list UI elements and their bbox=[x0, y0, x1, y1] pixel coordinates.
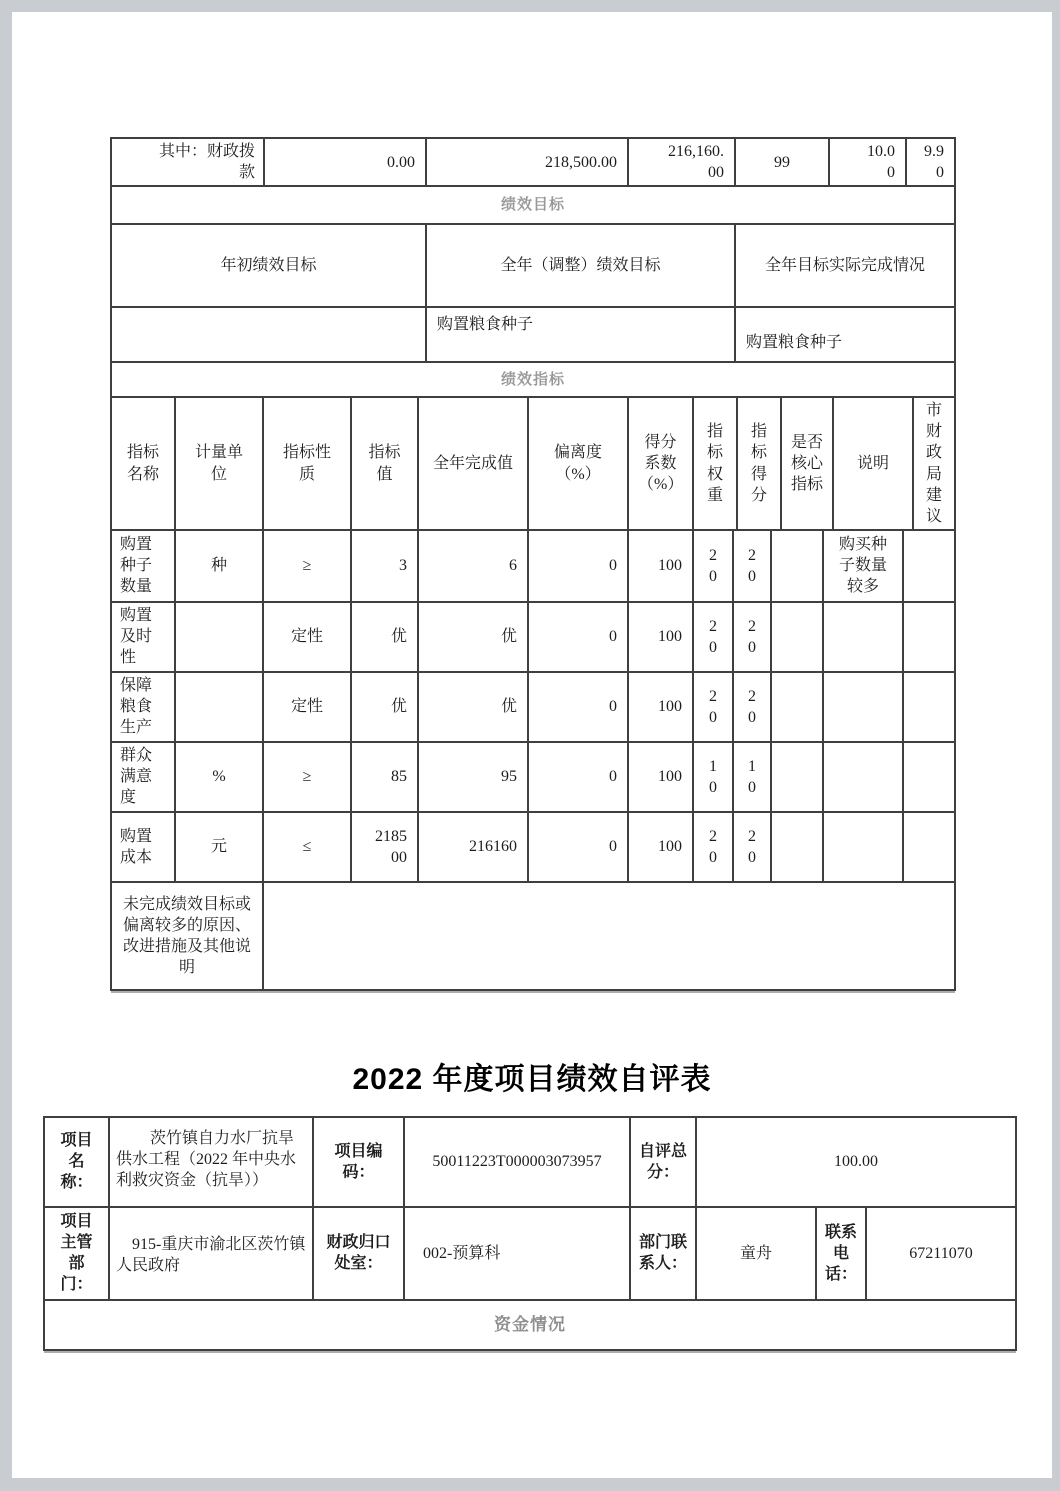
funding-band-row bbox=[45, 1299, 1015, 1349]
col-core-indicator: 是否核心指标 bbox=[780, 398, 832, 529]
goal-value-actual: 购置粮食种子 bbox=[734, 308, 954, 361]
col-score: 指标得分 bbox=[736, 398, 780, 529]
indicator-name: 购置及时性 bbox=[120, 607, 153, 667]
indicator-unit: % bbox=[174, 743, 262, 811]
funding-band: 资金情况 bbox=[494, 1314, 566, 1334]
indicator-note bbox=[822, 813, 902, 881]
indicator-score: 20 bbox=[732, 673, 770, 741]
indicator-score-coef: 100 bbox=[627, 743, 692, 811]
goal-header-initial: 年初绩效目标 bbox=[220, 257, 317, 275]
indicator-suggestion bbox=[902, 673, 954, 741]
indicator-target: 85 bbox=[350, 743, 417, 811]
carryover-score: 9.90 bbox=[905, 139, 954, 185]
indicator-row bbox=[112, 601, 954, 671]
indicator-nature: 定性 bbox=[262, 603, 350, 671]
project-dept-row bbox=[45, 1206, 1015, 1299]
col-target-value: 指标值 bbox=[350, 398, 417, 529]
performance-indicator-band-row bbox=[112, 361, 954, 396]
carryover-budget: 218,500.00 bbox=[425, 139, 627, 185]
col-deviation: 偏离度（%） bbox=[527, 398, 627, 529]
indicator-name: 保障粮食生产 bbox=[120, 677, 153, 737]
col-score-coef: 得分系数（%） bbox=[627, 398, 692, 529]
indicator-suggestion bbox=[902, 603, 954, 671]
goal-value-initial bbox=[112, 308, 425, 361]
indicator-deviation: 0 bbox=[527, 813, 627, 881]
indicator-note: 购买种子数量较多 bbox=[822, 531, 902, 601]
indicator-weight: 10 bbox=[692, 743, 732, 811]
indicator-note bbox=[822, 673, 902, 741]
indicator-score: 10 bbox=[732, 743, 770, 811]
indicator-deviation: 0 bbox=[527, 743, 627, 811]
indicator-name: 购置成本 bbox=[120, 827, 153, 866]
phone-label: 联系电话： bbox=[815, 1208, 865, 1299]
performance-indicator-band: 绩效指标 bbox=[500, 370, 565, 388]
indicator-core bbox=[770, 673, 822, 741]
indicator-deviation: 0 bbox=[527, 603, 627, 671]
performance-goal-band-row bbox=[112, 185, 954, 223]
indicator-unit bbox=[174, 603, 262, 671]
project-info-table bbox=[43, 1116, 1017, 1351]
indicator-actual: 6 bbox=[417, 531, 527, 601]
carryover-weight: 10.00 bbox=[828, 139, 905, 185]
indicator-core bbox=[770, 813, 822, 881]
indicator-actual: 优 bbox=[417, 603, 527, 671]
performance-goal-band: 绩效目标 bbox=[500, 196, 565, 214]
unfinished-goal-label: 未完成绩效目标或偏离较多的原因、改进措施及其他说明 bbox=[122, 895, 251, 976]
finance-office-value: 002-预算科 bbox=[403, 1208, 629, 1299]
indicator-score-coef: 100 bbox=[627, 531, 692, 601]
indicator-score: 20 bbox=[732, 603, 770, 671]
indicator-score-coef: 100 bbox=[627, 813, 692, 881]
unfinished-goal-value bbox=[262, 883, 954, 989]
indicator-target: 优 bbox=[350, 673, 417, 741]
indicator-deviation: 0 bbox=[527, 531, 627, 601]
goal-value-adjusted: 购置粮食种子 bbox=[425, 308, 734, 361]
indicator-suggestion bbox=[902, 531, 954, 601]
indicator-row bbox=[112, 671, 954, 741]
indicator-weight: 20 bbox=[692, 673, 732, 741]
carryover-spent: 216,160.00 bbox=[627, 139, 734, 185]
col-actual-value: 全年完成值 bbox=[417, 398, 527, 529]
indicator-suggestion bbox=[902, 813, 954, 881]
indicator-actual: 95 bbox=[417, 743, 527, 811]
indicator-row bbox=[112, 741, 954, 811]
indicator-nature: ≤ bbox=[262, 813, 350, 881]
project-code-value: 50011223T000003073957 bbox=[403, 1118, 629, 1206]
indicator-score-coef: 100 bbox=[627, 603, 692, 671]
self-score-label: 自评总分： bbox=[629, 1118, 695, 1206]
dept-value: 915-重庆市渝北区茨竹镇人民政府 bbox=[108, 1208, 312, 1299]
carryover-paid: 0.00 bbox=[263, 139, 425, 185]
indicator-core bbox=[770, 603, 822, 671]
unfinished-goal-row bbox=[112, 881, 954, 989]
col-nature: 指标性质 bbox=[262, 398, 350, 529]
indicator-nature: 定性 bbox=[262, 673, 350, 741]
goal-header-row bbox=[112, 223, 954, 306]
finance-office-label: 财政归口处室： bbox=[312, 1208, 403, 1299]
col-weight: 指标权重 bbox=[692, 398, 736, 529]
indicator-deviation: 0 bbox=[527, 673, 627, 741]
indicator-note bbox=[822, 603, 902, 671]
carryover-rate: 99 bbox=[734, 139, 828, 185]
indicator-target: 3 bbox=[350, 531, 417, 601]
indicator-weight: 20 bbox=[692, 531, 732, 601]
indicator-score-coef: 100 bbox=[627, 673, 692, 741]
goal-header-actual: 全年目标实际完成情况 bbox=[734, 225, 954, 306]
indicator-target: 218500 bbox=[350, 813, 417, 881]
indicator-actual: 优 bbox=[417, 673, 527, 741]
performance-table bbox=[110, 137, 956, 991]
goal-value-row bbox=[112, 306, 954, 361]
indicator-weight: 20 bbox=[692, 813, 732, 881]
self-score-value: 100.00 bbox=[695, 1118, 1015, 1206]
indicator-unit bbox=[174, 673, 262, 741]
col-indicator-name: 指标名称 bbox=[126, 444, 159, 483]
indicator-nature: ≥ bbox=[262, 743, 350, 811]
indicator-core bbox=[770, 531, 822, 601]
project-name-value: 茨竹镇自力水厂抗旱供水工程（2022 年中央水利救灾资金（抗旱）） bbox=[108, 1118, 312, 1206]
indicator-row bbox=[112, 529, 954, 601]
phone-value: 67211070 bbox=[865, 1208, 1015, 1299]
indicator-unit: 种 bbox=[174, 531, 262, 601]
indicator-row bbox=[112, 811, 954, 881]
indicator-nature: ≥ bbox=[262, 531, 350, 601]
carryover-label: 其中：财政拨款 bbox=[158, 143, 255, 182]
indicator-name: 群众满意度 bbox=[120, 747, 153, 807]
indicator-core bbox=[770, 743, 822, 811]
carryover-row bbox=[112, 139, 954, 185]
indicator-target: 优 bbox=[350, 603, 417, 671]
col-unit: 计量单位 bbox=[174, 398, 262, 529]
document-page bbox=[12, 12, 1052, 1478]
indicator-header-row bbox=[112, 396, 954, 529]
col-note: 说明 bbox=[832, 398, 912, 529]
indicator-note bbox=[822, 743, 902, 811]
col-bureau-suggestion: 市财政局建议 bbox=[912, 398, 954, 529]
contact-label: 部门联系人： bbox=[629, 1208, 695, 1299]
indicator-score: 20 bbox=[732, 813, 770, 881]
indicator-suggestion bbox=[902, 743, 954, 811]
contact-value: 童舟 bbox=[695, 1208, 815, 1299]
goal-header-adjusted: 全年（调整）绩效目标 bbox=[425, 225, 734, 306]
page-title: 2022 年度项目绩效自评表 bbox=[352, 1062, 712, 1096]
indicator-actual: 216160 bbox=[417, 813, 527, 881]
indicator-score: 20 bbox=[732, 531, 770, 601]
indicator-name: 购置种子数量 bbox=[120, 536, 153, 596]
project-name-row bbox=[45, 1118, 1015, 1206]
dept-label: 项目主管部门： bbox=[60, 1213, 93, 1294]
indicator-weight: 20 bbox=[692, 603, 732, 671]
indicator-unit: 元 bbox=[174, 813, 262, 881]
project-name-label: 项目名称： bbox=[60, 1132, 93, 1192]
project-code-label: 项目编码： bbox=[312, 1118, 403, 1206]
